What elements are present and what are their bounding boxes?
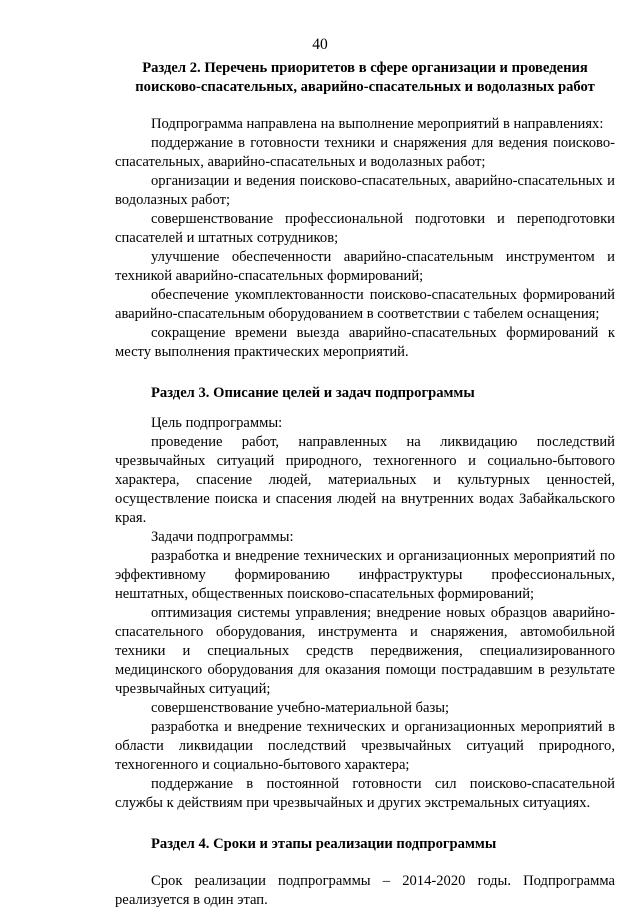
- section-2-paragraph: организации и ведения поисково-спасательных, аварийно-спасательных и водолазных работ;: [115, 173, 615, 208]
- section-3-paragraph: проведение работ, направленных на ликвидацию последствий чрезвычайных ситуаций природного, техногенного и социально-бытового характера, спасение людей, материальных и культурных ценностей, осуществление поиска и спасения людей на внутренних водах Забайкальского края.: [115, 434, 615, 526]
- section-3-paragraph: Задачи подпрограммы:: [151, 529, 294, 545]
- section-3-heading: Раздел 3. Описание целей и задач подпрограммы: [151, 385, 475, 401]
- section-3-paragraph: Цель подпрограммы:: [151, 415, 283, 431]
- section-2-paragraph: поддержание в готовности техники и снаряжения для ведения поисково-спасательных, аварийно-спасательных и водолазных работ;: [115, 135, 615, 170]
- section-3-paragraph: оптимизация системы управления; внедрение новых образцов аварийно-спасательного оборудования, инструмента и снаряжения, автомобильной техники и специальных средств передвижения, специализированного медицинского оборудования для оказания помощи пострадавшим в результате чрезвычайных ситуаций;: [115, 605, 615, 697]
- section-3-paragraph: разработка и внедрение технических и организационных мероприятий в области ликвидации последствий чрезвычайных ситуаций природного, техногенного и социально-бытового характера;: [115, 719, 615, 773]
- section-2-paragraph: улучшение обеспеченности аварийно-спасательным инструментом и техникой аварийно-спасательных формирований;: [115, 249, 615, 284]
- section-4-heading: Раздел 4. Сроки и этапы реализации подпрограммы: [151, 836, 497, 852]
- section-3-paragraph: совершенствование учебно-материальной базы;: [151, 700, 450, 716]
- section-2-heading: Раздел 2. Перечень приоритетов в сфере организации и проведения поисково-спасательных, аварийно-спасательных и водолазных работ: [135, 60, 595, 95]
- section-3: [115, 384, 615, 813]
- section-2: [115, 59, 615, 362]
- section-2-paragraph: совершенствование профессиональной подготовки и переподготовки спасателей и штатных сотрудников;: [115, 211, 615, 246]
- section-2-paragraph: сокращение времени выезда аварийно-спасательных формирований к месту выполнения практических мероприятий.: [115, 325, 615, 360]
- section-4-paragraph: Срок реализации подпрограммы – 2014-2020 годы. Подпрограмма реализуется в один этап.: [115, 873, 615, 908]
- section-3-paragraph: разработка и внедрение технических и организационных мероприятий по эффективному формированию инфраструктуры профессиональных, нештатных, общественных поисково-спасательных формирований;: [115, 548, 615, 602]
- section-2-paragraph: Подпрограмма направлена на выполнение мероприятий в направлениях:: [151, 116, 604, 132]
- document-body: [115, 59, 615, 910]
- section-2-paragraph: обеспечение укомплектованности поисково-спасательных формирований аварийно-спасательным оборудованием в соответствии с табелем оснащения;: [115, 287, 615, 322]
- section-4: [115, 835, 615, 910]
- section-3-paragraph: поддержание в постоянной готовности сил поисково-спасательной службы к действиям при чрезвычайных и других экстремальных ситуациях.: [115, 776, 615, 811]
- page-number: 40: [312, 36, 328, 53]
